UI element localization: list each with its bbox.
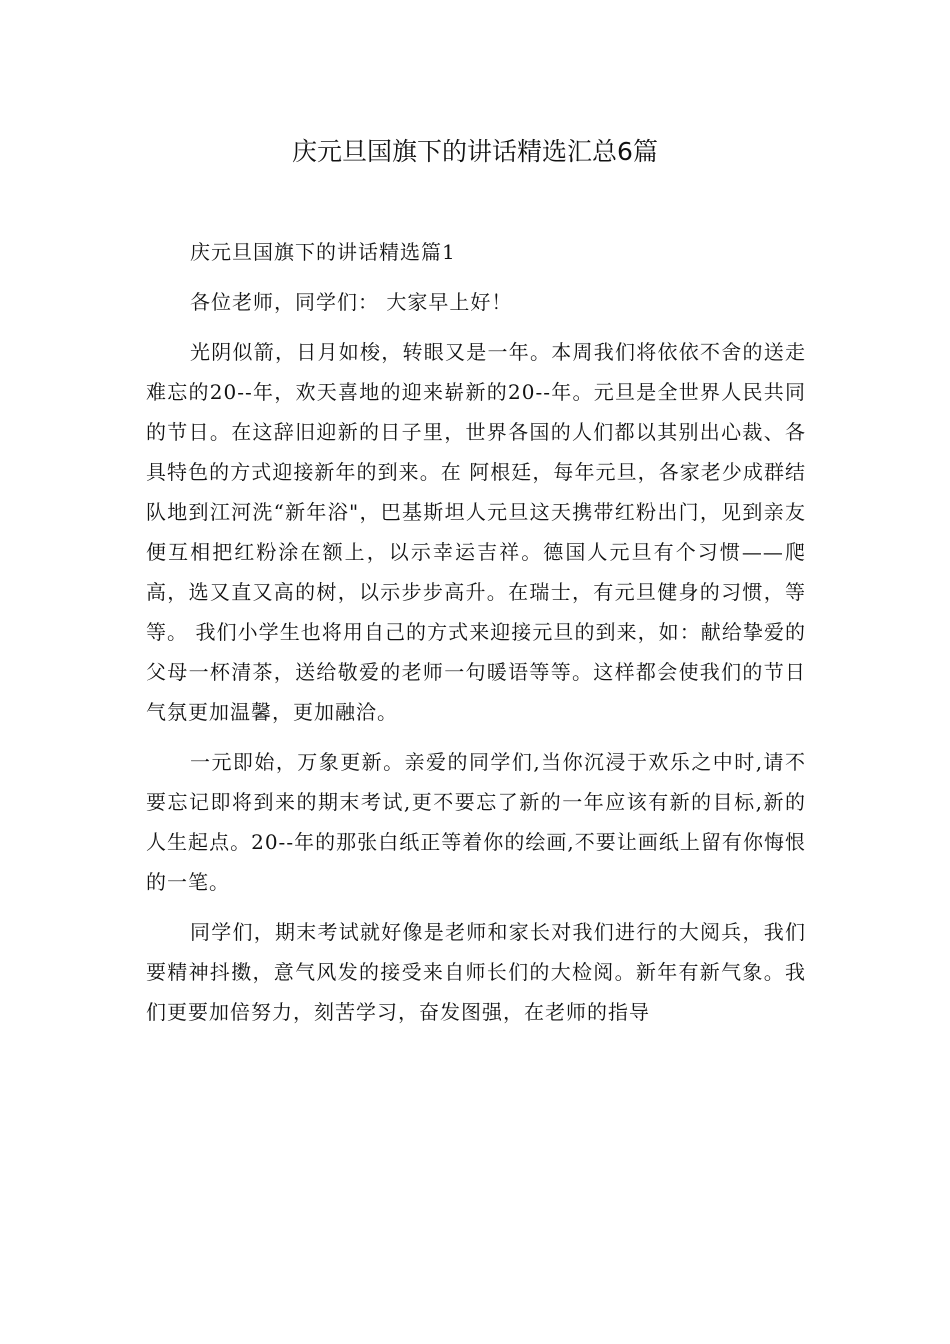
paragraph-2: 一元即始，万象更新。亲爱的同学们,当你沉浸于欢乐之中时,请不要忘记即将到来的期末考试,更不要忘了新的一年应该有新的目标,新的人生起点。20--年的那张白纸正等着你的绘画,不要让画纸上留有你悔恨的一笔。	[146, 750, 806, 894]
greeting-line: 各位老师，同学们： 大家早上好！	[190, 290, 513, 314]
paragraph-1: 光阴似箭，日月如梭，转眼又是一年。本周我们将依依不舍的送走难忘的20--年，欢天喜地的迎来崭新的20--年。元旦是全世界人民共同的节日。在这辞旧迎新的日子里，世界各国的人们都以其别出心裁、各具特色的方式迎接新年的到来。在 阿根廷，每年元旦，各家老少成群结队地到江河洗“新年浴"，巴基斯坦人元旦这天携带红粉出门，见到亲友便互相把红粉涂在额上，以示幸运吉祥。德国人元旦有个习惯——爬高，选又直又高的树，以示步步高升。在瑞士，有元旦健身的习惯，等等。 我们小学生也将用自己的方式来迎接元旦的到来，如：献给挚爱的父母一杯清茶，送给敬爱的老师一句暖语等等。这样都会使我们的节日气氛更加温馨，更加融洽。	[146, 340, 806, 724]
section-heading: 庆元旦国旗下的讲话精选篇1	[190, 240, 456, 264]
document-body	[146, 232, 806, 1032]
document-title: 庆元旦国旗下的讲话精选汇总6篇	[292, 137, 658, 166]
paragraph-3: 同学们，期末考试就好像是老师和家长对我们进行的大阅兵，我们要精神抖擞，意气风发的接受来自师长们的大检阅。新年有新气象。我们更要加倍努力，刻苦学习，奋发图强，在老师的指导	[146, 920, 806, 1024]
